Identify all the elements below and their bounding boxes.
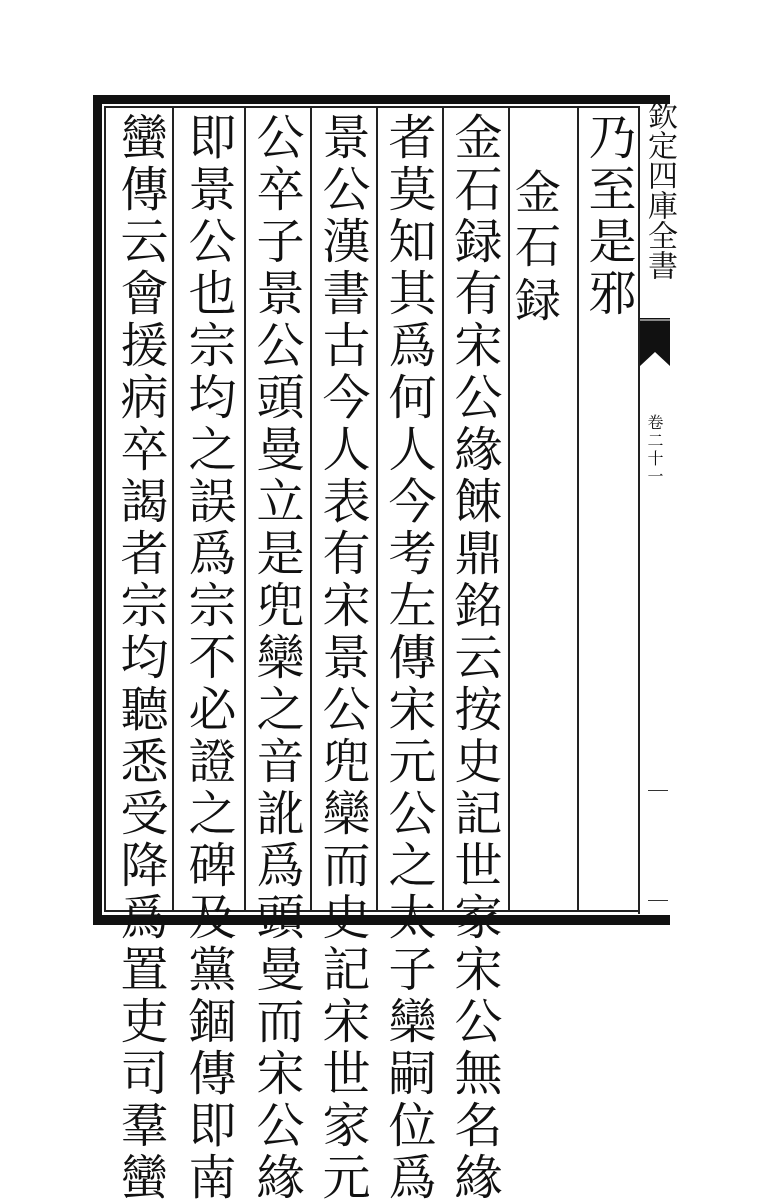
column-rule — [577, 108, 579, 910]
margin-tick — [648, 900, 668, 901]
text-column-1: 乃至是邪 — [580, 112, 636, 320]
text-column-6: 公卒子景公頭曼立是兜欒之音訛爲頭曼而宋公緣 — [248, 112, 304, 1204]
margin-book-title: 欽定四庫全書 — [642, 100, 677, 280]
column-rule — [310, 108, 312, 910]
section-heading: 金石録 — [508, 168, 562, 330]
column-rule — [376, 108, 378, 910]
column-rule — [244, 108, 246, 910]
text-column-8: 蠻傳云會援病卒謁者宗均聽悉受降爲置吏司羣蠻 — [112, 112, 168, 1204]
text-column-5: 景公漢書古今人表有宋景公兜欒而史記宋世家元 — [314, 112, 370, 1204]
text-column-7: 即景公也宗均之誤爲宗不必證之碑及黨錮傳即南 — [180, 112, 236, 1204]
margin-rule — [638, 106, 640, 914]
margin-juan-number: 卷二十一 — [645, 414, 664, 486]
text-column-3: 金石録有宋公緣餗鼎銘云按史記世家宋公無名緣 — [446, 112, 502, 1204]
fishtail-mark-icon — [640, 318, 670, 370]
margin-tick — [648, 790, 668, 791]
column-rule — [172, 108, 174, 910]
column-rule — [442, 108, 444, 910]
text-column-4: 者莫知其爲何人今考左傳宋元公之太子欒嗣位爲 — [380, 112, 436, 1204]
